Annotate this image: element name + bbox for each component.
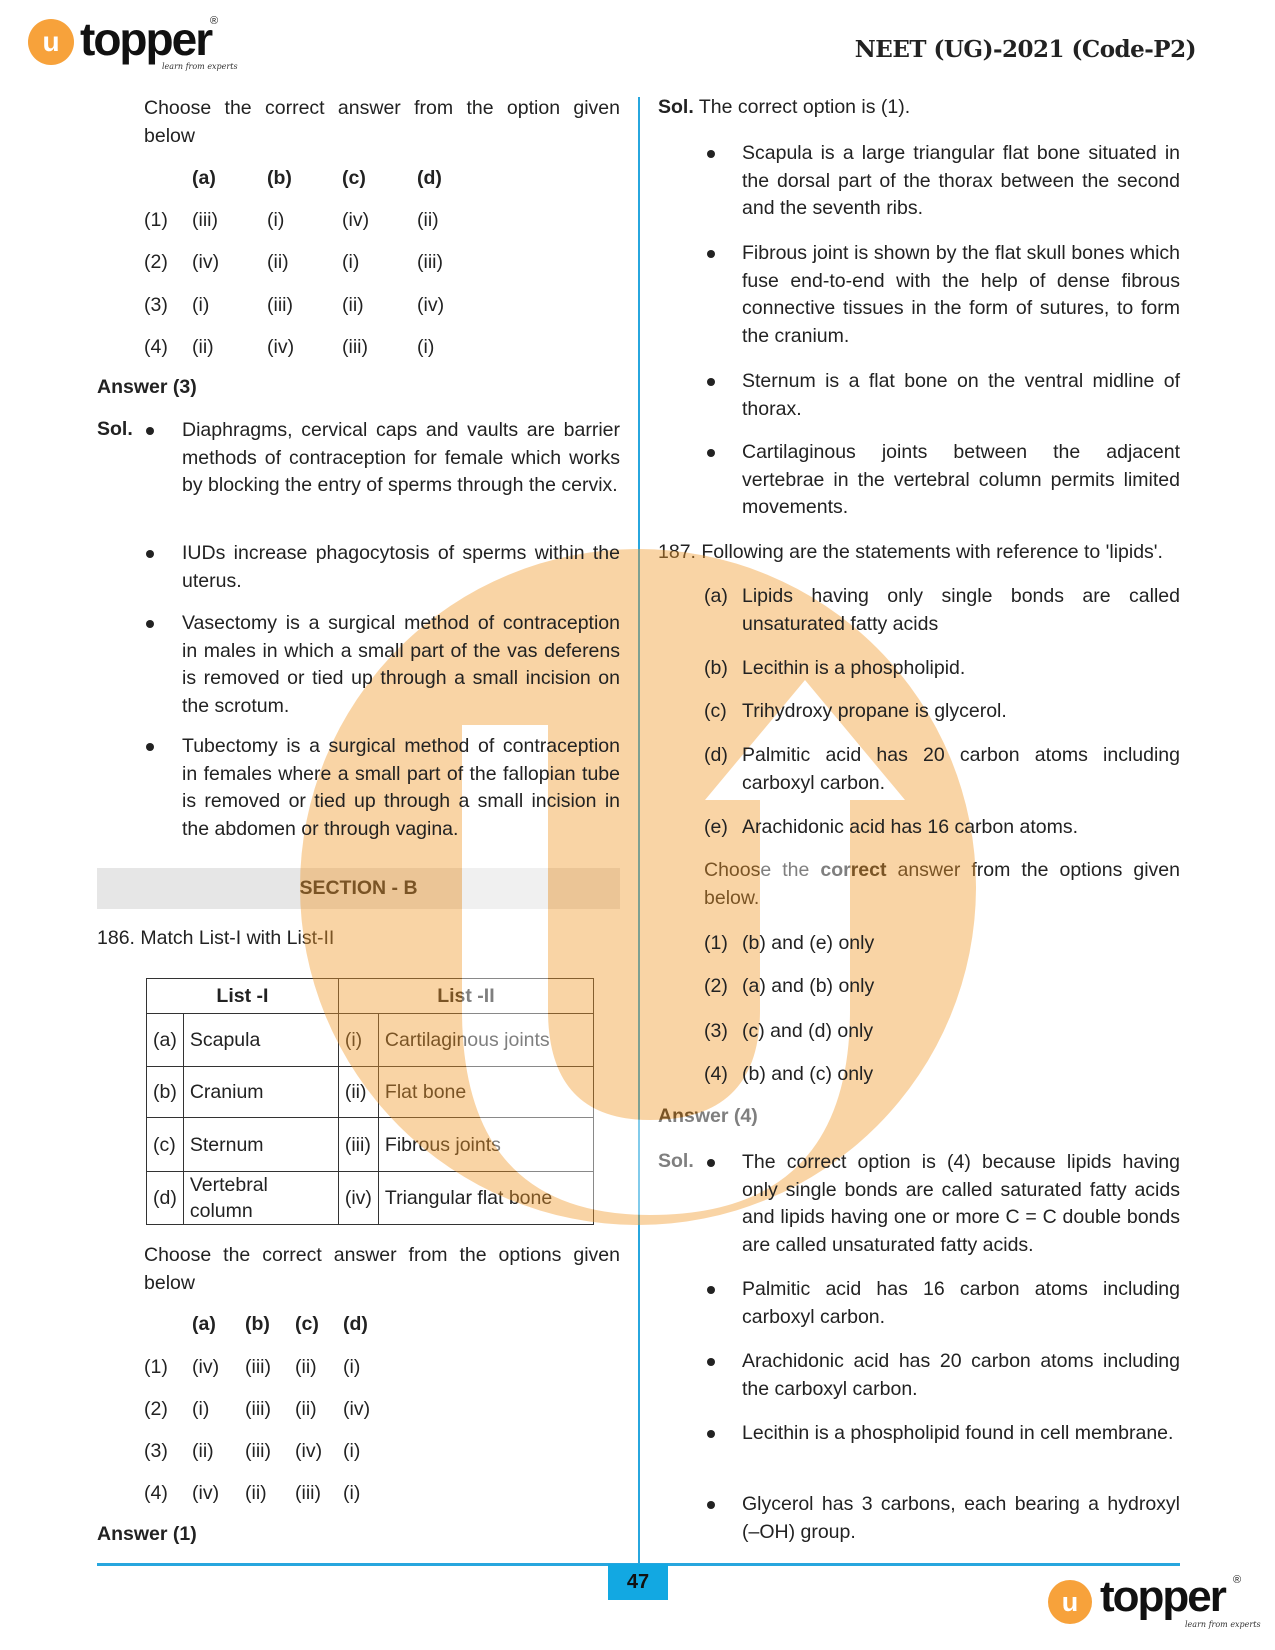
option-value: (iv): [192, 251, 220, 273]
sol-intro: The correct option is (1).: [698, 96, 911, 118]
option-column-header: (d): [343, 1313, 368, 1335]
statement-text: Lipids having only single bonds are called unsaturated fatty acids: [742, 585, 1180, 635]
list-1-header: List -I: [147, 979, 339, 1014]
option-value: (b) and (c) only: [742, 1063, 874, 1085]
statement-label: (b): [704, 657, 728, 679]
option-column-header: (c): [342, 167, 366, 189]
solution-point: Fibrous joint is shown by the flat skull bones which fuse end-to-end with the help of dense fibrous connective tissues in the form of sutures, to form the cranium.: [742, 242, 1180, 347]
logo-tagline: learn from experts: [162, 62, 238, 71]
option-value: (ii): [267, 251, 289, 273]
list-2-header: List -II: [338, 979, 593, 1014]
sol-label: Sol.: [658, 96, 694, 118]
list-item: Fibrous joints: [378, 1118, 593, 1172]
logo-u-icon: u: [28, 19, 74, 65]
solution-point: IUDs increase phagocytosis of sperms within the uterus.: [182, 542, 620, 592]
option-value: (iii): [192, 209, 218, 231]
statement-label: (c): [704, 700, 727, 722]
option-value: (iii): [417, 251, 443, 273]
solution-point: Lecithin is a phospholipid found in cell membrane.: [742, 1422, 1174, 1444]
option-column-header: (b): [245, 1313, 270, 1335]
option-value: (a) and (b) only: [742, 975, 875, 997]
option-value: (iv): [343, 1398, 371, 1420]
choose-post: answer from the options given below.: [704, 859, 1180, 909]
statement-label: (d): [704, 744, 728, 766]
option-value: (iii): [245, 1440, 271, 1462]
solution-point: Cartilaginous joints between the adjacent vertebrae in the vertebral column permits limited movements.: [742, 441, 1180, 518]
logo-u-icon: u: [1048, 1580, 1092, 1624]
option-number: (4): [704, 1063, 728, 1085]
logo-tagline: learn from experts: [1185, 1620, 1261, 1629]
statement-text: Lecithin is a phospholipid.: [742, 657, 966, 679]
solution-point: Arachidonic acid has 20 carbon atoms including the carboxyl carbon.: [742, 1350, 1180, 1400]
list-item: Flat bone: [378, 1067, 593, 1118]
solution-point: Vasectomy is a surgical method of contraception in males in which a small part of the vas deferens is removed or tied up through a small incision on the scrotum.: [182, 612, 620, 717]
option-number: (3): [704, 1020, 728, 1042]
statement-label: (e): [704, 816, 728, 838]
option-value: (i): [267, 209, 285, 231]
section-b-header: SECTION - B: [97, 868, 620, 909]
option-column-header: (a): [192, 167, 216, 189]
choose-text-3: [704, 857, 1180, 912]
solution-point: Palmitic acid has 16 carbon atoms including carboxyl carbon.: [742, 1278, 1180, 1328]
option-value: (iv): [417, 294, 445, 316]
list-label: (i): [338, 1014, 378, 1067]
option-number: (1): [704, 932, 728, 954]
option-value: (ii): [342, 294, 364, 316]
bullet-icon: [707, 449, 715, 457]
option-number: (2): [704, 975, 728, 997]
option-value: (ii): [192, 1440, 214, 1462]
choose-text-2: Choose the correct answer from the options given below: [144, 1244, 620, 1294]
answer-185: Answer (3): [97, 376, 197, 398]
option-number: (2): [144, 251, 168, 273]
option-value: (i): [343, 1482, 361, 1504]
option-number: (3): [144, 1440, 168, 1462]
option-value: (ii): [417, 209, 439, 231]
option-column-header: (d): [417, 167, 442, 189]
question-186: 186. Match List-I with List-II: [97, 927, 335, 949]
option-value: (iii): [245, 1398, 271, 1420]
statement-label: (a): [704, 585, 728, 607]
option-value: (i): [192, 1398, 210, 1420]
option-value: (i): [192, 294, 210, 316]
sol-label-187: Sol.: [658, 1150, 694, 1172]
list-item: Triangular flat bone: [378, 1172, 593, 1225]
bullet-icon: [707, 1430, 715, 1438]
option-number: (3): [144, 294, 168, 316]
bullet-icon: [707, 1159, 715, 1167]
option-value: (ii): [295, 1356, 317, 1378]
option-number: (2): [144, 1398, 168, 1420]
choose-bold: correct: [820, 859, 887, 881]
list-label: (c): [147, 1118, 184, 1172]
solution-point: The correct option is (4) because lipids having only single bonds are called saturated fatty acids and lipids having one or more C = C double bonds are called unsaturated fatty acids.: [742, 1151, 1180, 1256]
list-item: Cartilaginous joints: [378, 1014, 593, 1067]
option-value: (i): [343, 1440, 361, 1462]
list-label: (d): [147, 1172, 184, 1225]
solution-point: Tubectomy is a surgical method of contraception in females where a small part of the fallopian tube is removed or tied up through a small incision in the abdomen or through vagina.: [182, 735, 620, 840]
option-value: (iii): [295, 1482, 321, 1504]
match-list-table: [146, 978, 594, 1225]
exam-title: NEET (UG)-2021 (Code-P2): [854, 36, 1196, 63]
column-divider: [638, 97, 640, 1564]
bullet-icon: [146, 427, 154, 435]
bullet-icon: [707, 150, 715, 158]
list-item: Sternum: [183, 1118, 338, 1172]
solution-point: Scapula is a large triangular flat bone situated in the dorsal part of the thorax between the second and the seventh ribs.: [742, 142, 1180, 219]
list-item: Cranium: [183, 1067, 338, 1118]
option-column-header: (c): [295, 1313, 319, 1335]
bullet-icon: [707, 1358, 715, 1366]
option-value: (ii): [192, 336, 214, 358]
bullet-icon: [707, 1286, 715, 1294]
choose-text: Choose the correct answer from the option given below: [144, 97, 620, 147]
option-value: (iii): [245, 1356, 271, 1378]
statement-text: Palmitic acid has 20 carbon atoms including carboxyl carbon.: [742, 744, 1180, 794]
answer-187: Answer (4): [658, 1105, 758, 1127]
bullet-icon: [146, 620, 154, 628]
option-value: (ii): [295, 1398, 317, 1420]
option-value: (iv): [192, 1482, 220, 1504]
sol-186: [658, 96, 910, 119]
option-value: (c) and (d) only: [742, 1020, 874, 1042]
list-label: (b): [147, 1067, 184, 1118]
logo-text: topper: [1100, 1572, 1225, 1621]
option-column-header: (b): [267, 167, 292, 189]
statement-text: Trihydroxy propane is glycerol.: [742, 700, 1007, 722]
option-value: (iv): [192, 1356, 220, 1378]
option-value: (iv): [295, 1440, 323, 1462]
list-item: Vertebral column: [183, 1172, 338, 1225]
option-value: (i): [417, 336, 435, 358]
option-value: (i): [342, 251, 360, 273]
list-item: Scapula: [183, 1014, 338, 1067]
statement-text: Arachidonic acid has 16 carbon atoms.: [742, 816, 1079, 838]
answer-186: Answer (1): [97, 1523, 197, 1545]
option-value: (iii): [342, 336, 368, 358]
solution-point: Diaphragms, cervical caps and vaults are barrier methods of contraception for female which works by blocking the entry of sperms through the cervix.: [182, 419, 620, 496]
option-value: (b) and (e) only: [742, 932, 875, 954]
bullet-icon: [146, 743, 154, 751]
bullet-icon: [707, 1501, 715, 1509]
registered-mark: ®: [1233, 1574, 1242, 1586]
solution-point: Sternum is a flat bone on the ventral midline of thorax.: [742, 370, 1180, 420]
registered-mark: ®: [210, 15, 219, 27]
option-column-header: (a): [192, 1313, 216, 1335]
option-number: (4): [144, 336, 168, 358]
choose-pre: Choose the: [704, 859, 821, 881]
solution-point: Glycerol has 3 carbons, each bearing a hydroxyl (–OH) group.: [742, 1493, 1180, 1543]
page-number: 47: [608, 1564, 668, 1600]
list-label: (a): [147, 1014, 184, 1067]
option-value: (ii): [245, 1482, 267, 1504]
list-label: (iv): [338, 1172, 378, 1225]
question-187: 187. Following are the statements with reference to 'lipids'.: [658, 541, 1163, 563]
option-value: (i): [343, 1356, 361, 1378]
option-value: (iv): [267, 336, 295, 358]
option-value: (iii): [267, 294, 293, 316]
option-number: (1): [144, 1356, 168, 1378]
bullet-icon: [707, 250, 715, 258]
list-label: (iii): [338, 1118, 378, 1172]
option-number: (4): [144, 1482, 168, 1504]
bullet-icon: [707, 378, 715, 386]
option-number: (1): [144, 209, 168, 231]
list-label: (ii): [338, 1067, 378, 1118]
logo-text: topper: [80, 13, 212, 65]
bullet-icon: [146, 550, 154, 558]
option-value: (iv): [342, 209, 370, 231]
sol-label: Sol.: [97, 418, 133, 440]
